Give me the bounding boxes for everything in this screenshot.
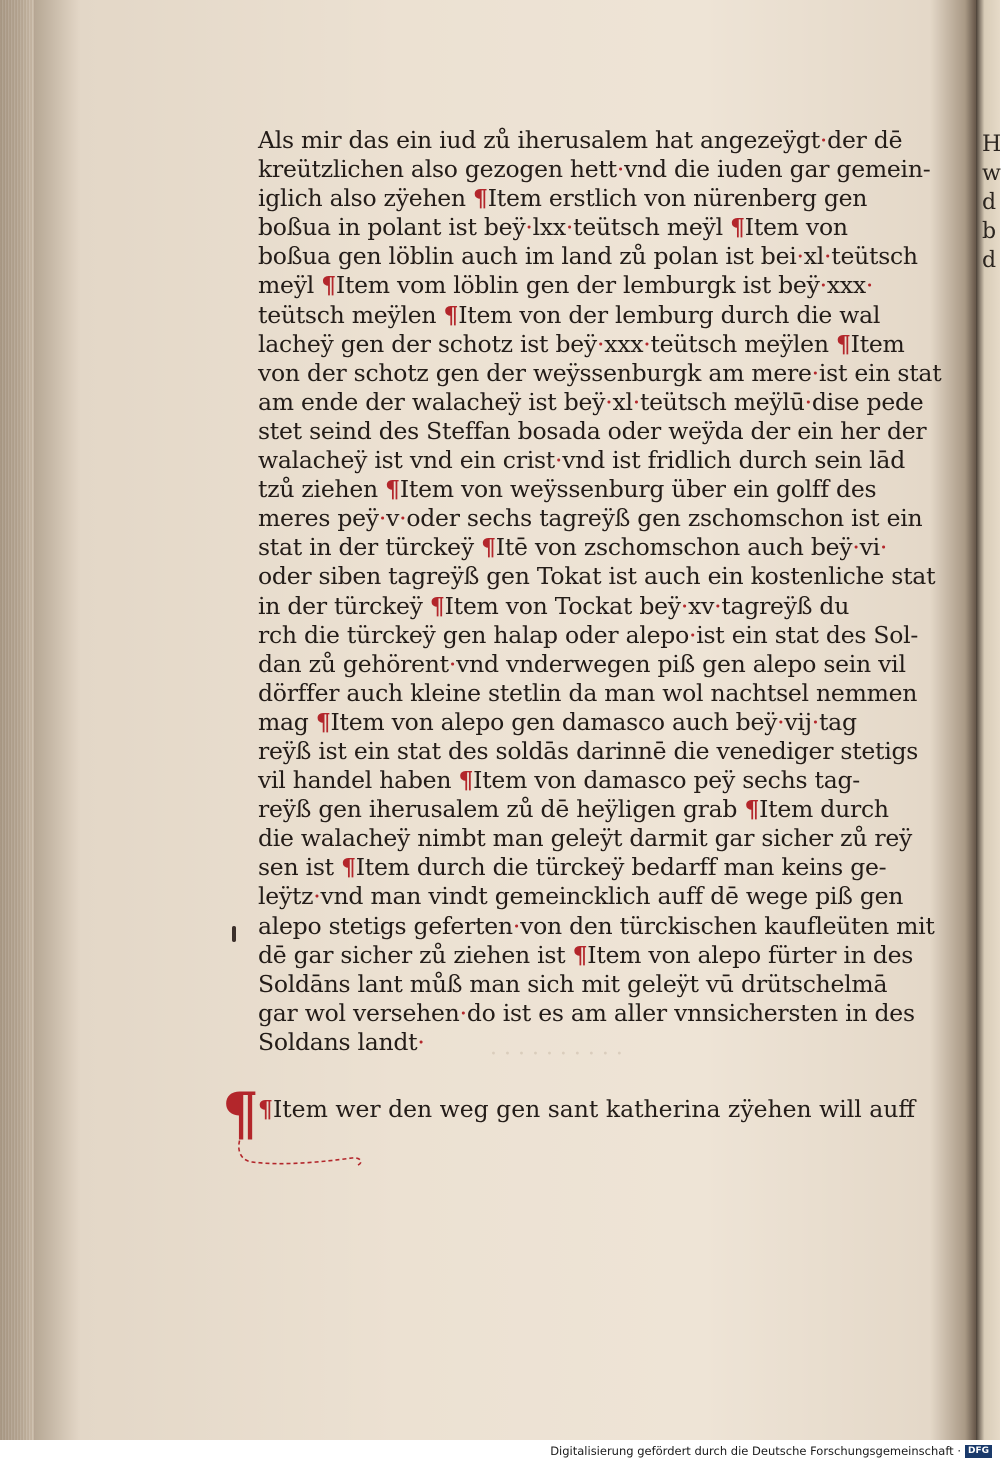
punctus: ·	[512, 911, 521, 940]
punctus: ·	[824, 242, 832, 271]
text-run: alepo stetigs geferten	[258, 911, 513, 940]
text-run: xxx	[604, 329, 644, 358]
paragraph-mark: ¶	[321, 271, 336, 300]
text-run: xl	[612, 387, 633, 416]
text-run: reÿß ist ein stat des soldās darinnē die venediger stetigs	[258, 736, 919, 765]
punctus: ·	[459, 998, 467, 1027]
punctus: ·	[417, 1027, 425, 1056]
text-line	[258, 679, 918, 708]
text-run: leÿtz	[258, 882, 314, 911]
text-run: dan zů gehörent	[258, 649, 449, 678]
text-line	[258, 358, 942, 388]
text-run: rch die türckeÿ gen halap oder alepo	[258, 620, 689, 649]
text-run: tagreÿß du	[721, 591, 850, 620]
punctus: ·	[879, 533, 888, 562]
facing-page-edge	[976, 0, 1000, 1440]
paragraph-mark: ¶	[572, 940, 588, 969]
text-run: Item von damasco peÿ sechs tag-	[473, 766, 860, 795]
text-run: tzů ziehen	[258, 475, 386, 504]
punctus: ·	[565, 213, 574, 242]
punctus: ·	[865, 271, 874, 300]
punctus: ·	[819, 126, 828, 154]
text-run: oder siben tagreÿß gen Tokat ist auch ein kostenliche stat	[258, 562, 936, 591]
paragraph-mark: ¶	[341, 853, 356, 882]
text-run: Item von alepo fürter in des	[587, 940, 914, 969]
text-run: vnd die iuden gar gemein-	[624, 155, 931, 184]
final-text-line	[258, 1094, 918, 1124]
paragraph-mark: ¶	[385, 475, 400, 504]
text-run: do ist es am aller vnnsichersten in des	[466, 998, 915, 1027]
text-run: vij	[784, 707, 812, 736]
text-run: teütsch meÿlen	[650, 329, 836, 358]
text-run: der dē	[827, 126, 903, 154]
margin-paragraph-mark: ¶	[222, 1080, 259, 1148]
text-run: von der schotz gen der weÿssenburgk am mere	[258, 358, 812, 387]
punctus: ·	[714, 591, 722, 620]
main-text-block	[258, 126, 942, 1057]
book-fore-edge	[0, 0, 34, 1440]
text-line	[258, 504, 923, 533]
text-run: ist ein stat	[818, 358, 942, 387]
text-run: teütsch meÿlen	[258, 300, 444, 329]
text-line	[258, 853, 918, 882]
text-line	[258, 621, 918, 650]
text-run: reÿß gen iherusalem zů dē heÿligen grab	[258, 795, 745, 824]
text-line	[258, 126, 918, 155]
margin-flourish	[232, 1132, 372, 1172]
text-run: Itē von zschomschon auch beÿ	[495, 533, 853, 562]
punctus: ·	[852, 533, 860, 562]
text-run: in der türckeÿ	[258, 591, 430, 620]
text-run: vnd ist fridlich durch sein lād	[562, 446, 905, 475]
text-line	[258, 970, 918, 999]
text-line	[258, 562, 936, 591]
text-run: gar wol versehen	[258, 998, 460, 1027]
text-run: walacheÿ ist vnd ein crist	[258, 446, 555, 475]
text-run: lacheÿ gen der schotz ist beÿ	[258, 329, 597, 358]
text-run: boßua in polant ist beÿ	[258, 213, 526, 242]
text-line	[258, 301, 918, 330]
text-run: Item durch die türckeÿ bedarff man keins ge-	[355, 853, 887, 882]
text-run: xv	[688, 591, 715, 620]
punctus: ·	[688, 620, 697, 649]
text-line	[258, 592, 918, 621]
text-run: Item von der lemburg durch die wal	[458, 300, 881, 329]
punctus: ·	[643, 329, 651, 358]
punctus: ·	[313, 882, 321, 911]
text-run: boßua gen löblin auch im land zů polan ist bei	[258, 242, 797, 271]
stray-mark	[232, 926, 236, 942]
facing-page-glyphs: Hwdbd	[982, 132, 1001, 273]
text-line	[258, 999, 918, 1028]
paragraph-mark: ¶	[744, 795, 760, 824]
punctus: ·	[448, 649, 457, 678]
text-run: kreützlichen also gezogen hett	[258, 155, 617, 184]
text-run: dē gar sicher zů ziehen ist	[258, 940, 573, 969]
text-run: vnd vnderwegen piß gen alepo sein vil	[456, 649, 906, 678]
text-run: ist ein stat des Sol-	[696, 620, 919, 649]
text-run: Soldans landt	[258, 1027, 418, 1056]
punctus: ·	[796, 242, 804, 271]
text-run: vnd man vindt gemeincklich auff dē wege piß gen	[320, 882, 904, 911]
punctus: ·	[680, 591, 689, 620]
punctus: ·	[525, 213, 533, 242]
text-line	[258, 737, 918, 766]
paragraph-mark: ¶	[473, 184, 488, 213]
text-run: Item von weÿssenburg über ein golff des	[399, 475, 877, 504]
text-line	[258, 882, 918, 911]
text-line	[258, 533, 918, 562]
text-run: Item	[850, 329, 905, 358]
text-line	[258, 824, 918, 853]
text-run: meres peÿ	[258, 504, 379, 533]
dfg-logo: DFG	[965, 1445, 992, 1458]
text-line	[258, 213, 918, 242]
text-line	[258, 708, 918, 737]
digitization-footer	[0, 1440, 1000, 1462]
text-line	[258, 795, 918, 824]
paragraph-mark: ¶	[458, 766, 474, 795]
text-run: die walacheÿ nimbt man geleÿt darmit gar sicher zů reÿ	[258, 824, 913, 853]
text-run: vi	[859, 533, 880, 562]
text-run: Item von Tockat beÿ	[444, 591, 681, 620]
punctus: ·	[819, 271, 827, 300]
text-run: Item erstlich von nürenberg gen	[487, 184, 868, 213]
text-run: vil handel haben	[258, 766, 459, 795]
text-run: xxx	[826, 271, 866, 300]
text-run: teütsch meÿl	[573, 213, 731, 242]
text-run: Als mir das ein iud zů iherusalem hat angezeÿgt	[258, 126, 820, 154]
punctus: ·	[811, 707, 819, 736]
show-through-text: · · · · · · · · · ·	[490, 1042, 623, 1067]
paragraph-mark: ¶	[258, 1095, 273, 1123]
punctus: ·	[777, 707, 785, 736]
text-line	[258, 184, 918, 213]
text-run: Item von	[744, 213, 848, 242]
text-line	[258, 941, 918, 970]
text-run: teütsch meÿlū	[639, 387, 805, 416]
punctus: ·	[804, 387, 812, 416]
text-line	[258, 155, 931, 184]
text-run: oder sechs tagreÿß gen zschomschon ist ein	[406, 504, 923, 533]
text-run: iglich also zÿehen	[258, 184, 474, 213]
text-line	[258, 416, 927, 446]
paragraph-mark: ¶	[835, 329, 851, 358]
text-line	[258, 650, 918, 679]
punctus: ·	[616, 155, 625, 184]
text-run: dise pede	[811, 387, 924, 416]
text-run: meÿl	[258, 271, 322, 300]
text-line	[258, 911, 935, 941]
text-run: stat in der türckeÿ	[258, 533, 482, 562]
text-run: am ende der walacheÿ ist beÿ	[258, 387, 606, 416]
paragraph-mark: ¶	[315, 707, 331, 736]
paragraph-mark: ¶	[730, 213, 745, 242]
text-run: teütsch	[831, 242, 918, 271]
punctus: ·	[399, 504, 407, 533]
footer-credit: Digitalisierung gefördert durch die Deutsche Forschungsgemeinschaft ·	[550, 1444, 961, 1458]
text-run: xl	[803, 242, 825, 271]
punctus: ·	[378, 504, 387, 533]
text-run: Item wer den weg gen sant katherina zÿehen will auff	[272, 1095, 916, 1123]
text-run: Item von alepo gen damasco auch beÿ	[330, 707, 778, 736]
text-run: tag	[818, 707, 857, 736]
paragraph-mark: ¶	[443, 300, 459, 329]
punctus: ·	[811, 358, 819, 387]
text-run: v	[386, 504, 400, 533]
text-line	[258, 242, 918, 271]
text-run: Item vom löblin gen der lemburgk ist beÿ	[335, 271, 820, 300]
text-line	[258, 330, 918, 359]
punctus: ·	[554, 446, 563, 475]
text-line	[258, 475, 918, 504]
text-line	[258, 766, 918, 795]
text-run: von den türckischen kaufleüten mit	[520, 911, 935, 940]
punctus: ·	[596, 329, 605, 358]
punctus: ·	[605, 387, 613, 416]
paragraph-mark: ¶	[481, 533, 496, 562]
text-run: mag	[258, 707, 316, 736]
text-line	[258, 271, 918, 300]
text-run: sen ist	[258, 853, 342, 882]
text-run: dörffer auch kleine stetlin da man wol nachtsel nemmen	[258, 678, 918, 707]
text-line	[258, 387, 924, 417]
text-run: stet seind des Steffan bosada oder weÿda der ein her der	[258, 416, 927, 445]
paragraph-mark: ¶	[429, 591, 445, 620]
text-run: Item durch	[759, 795, 889, 824]
text-run: Soldāns lant můß man sich mit geleÿt vū drütschelmā	[258, 969, 888, 998]
punctus: ·	[632, 387, 640, 416]
text-line	[258, 446, 918, 475]
text-run: lxx	[532, 213, 566, 242]
